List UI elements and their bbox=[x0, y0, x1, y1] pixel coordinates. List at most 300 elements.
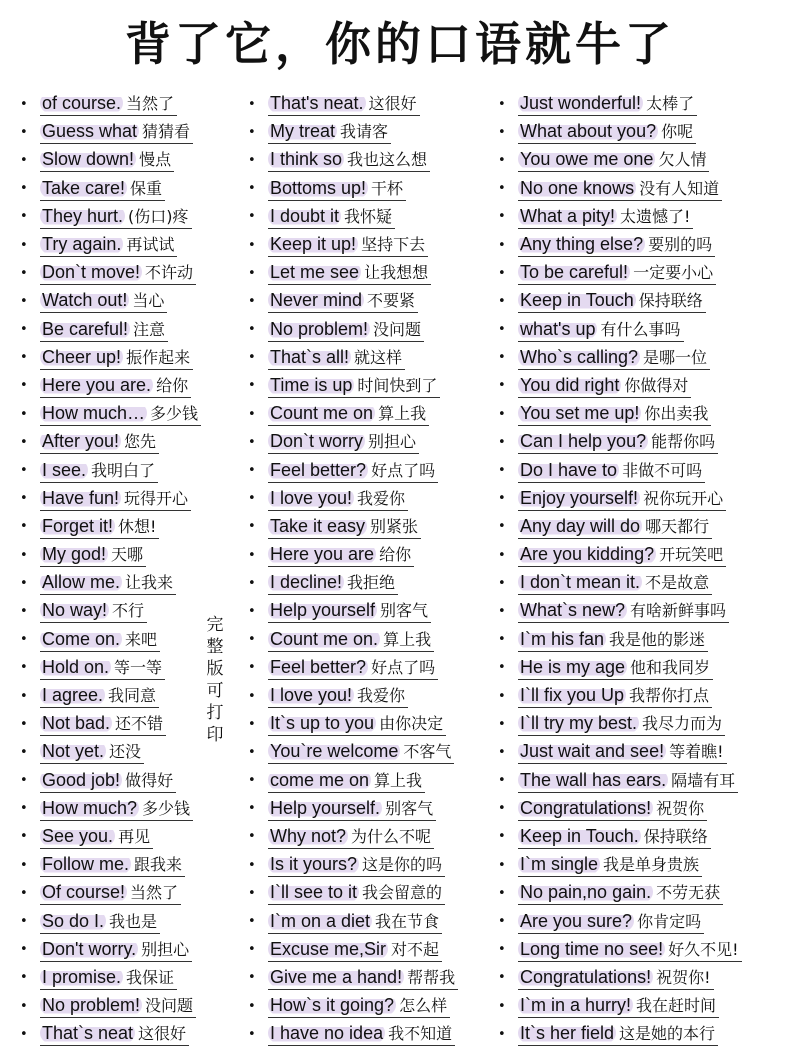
phrase-item bbox=[494, 175, 794, 203]
chinese-translation: 没问题 bbox=[373, 319, 422, 339]
phrase-body bbox=[518, 797, 707, 821]
bullet-icon: • bbox=[498, 632, 506, 648]
bullet-icon: • bbox=[498, 744, 506, 760]
bullet-icon: • bbox=[20, 801, 28, 817]
english-phrase: How much? bbox=[42, 797, 138, 818]
english-phrase: It`s her field bbox=[520, 1023, 615, 1044]
bullet-icon: • bbox=[20, 632, 28, 648]
chinese-translation: 你做得对 bbox=[624, 375, 689, 395]
phrase-item bbox=[244, 936, 494, 964]
chinese-translation: 干杯 bbox=[371, 178, 404, 198]
english-phrase: Cheer up! bbox=[42, 346, 122, 367]
phrase-body bbox=[268, 374, 440, 398]
bullet-icon: • bbox=[498, 434, 506, 450]
bullet-icon: • bbox=[248, 970, 256, 986]
english-phrase: I agree. bbox=[42, 685, 104, 706]
phrase-body bbox=[40, 318, 168, 342]
english-phrase: I`m single bbox=[520, 854, 599, 875]
phrase-item bbox=[244, 316, 494, 344]
phrase-item bbox=[244, 879, 494, 907]
chinese-translation: 等一等 bbox=[114, 657, 163, 677]
phrase-body bbox=[518, 656, 713, 680]
phrase-item bbox=[16, 400, 248, 428]
phrase-item bbox=[16, 456, 248, 484]
phrase-item bbox=[494, 767, 794, 795]
english-phrase: You set me up! bbox=[520, 403, 640, 424]
phrase-item bbox=[16, 203, 248, 231]
phrase-item bbox=[244, 654, 494, 682]
phrase-item bbox=[244, 682, 494, 710]
english-phrase: Any thing else? bbox=[520, 234, 644, 255]
chinese-translation: 等着瞧! bbox=[669, 742, 724, 762]
english-phrase: Watch out! bbox=[42, 290, 128, 311]
phrase-body bbox=[518, 177, 722, 201]
bullet-icon: • bbox=[20, 716, 28, 732]
phrase-item bbox=[16, 118, 248, 146]
bullet-icon: • bbox=[20, 1026, 28, 1042]
english-phrase: You owe me one bbox=[520, 149, 654, 170]
phrase-item bbox=[494, 400, 794, 428]
chinese-translation: 祝你玩开心 bbox=[643, 488, 724, 508]
phrase-item bbox=[494, 259, 794, 287]
phrase-body bbox=[40, 656, 165, 680]
bullet-icon: • bbox=[20, 575, 28, 591]
english-phrase: The wall has ears. bbox=[520, 769, 667, 790]
chinese-translation: 保持联络 bbox=[638, 291, 703, 311]
english-phrase: It`s up to you bbox=[270, 713, 375, 734]
phrase-item bbox=[16, 231, 248, 259]
phrase-body bbox=[518, 92, 697, 116]
bullet-icon: • bbox=[248, 378, 256, 394]
phrase-body bbox=[268, 684, 408, 708]
chinese-translation: 帮帮我 bbox=[407, 967, 456, 987]
phrase-body bbox=[518, 289, 706, 313]
phrase-item bbox=[16, 485, 248, 513]
chinese-translation: 别紧张 bbox=[370, 516, 419, 536]
english-phrase: Here you are bbox=[270, 544, 375, 565]
phrase-body bbox=[40, 684, 159, 708]
bullet-icon: • bbox=[248, 152, 256, 168]
english-phrase: Do I have to bbox=[520, 459, 618, 480]
chinese-translation: 非做不可吗 bbox=[622, 460, 703, 480]
english-phrase: I love you! bbox=[270, 685, 353, 706]
bullet-icon: • bbox=[20, 322, 28, 338]
chinese-translation: 有啥新鲜事吗 bbox=[630, 601, 727, 621]
english-phrase: They hurt. bbox=[42, 205, 124, 226]
chinese-translation: 不劳无获 bbox=[656, 883, 721, 903]
english-phrase: Keep in Touch bbox=[520, 290, 634, 311]
phrase-item bbox=[244, 344, 494, 372]
chinese-translation: 当心 bbox=[132, 291, 165, 311]
english-phrase: My treat bbox=[270, 121, 336, 142]
bullet-icon: • bbox=[20, 378, 28, 394]
bullet-icon: • bbox=[498, 322, 506, 338]
phrase-item bbox=[494, 316, 794, 344]
phrase-body bbox=[268, 994, 450, 1018]
bullet-icon: • bbox=[248, 181, 256, 197]
chinese-translation: 时间快到了 bbox=[357, 375, 438, 395]
phrase-body bbox=[518, 684, 712, 708]
phrase-body bbox=[40, 910, 160, 934]
phrase-body bbox=[268, 712, 446, 736]
english-phrase: What`s new? bbox=[520, 600, 626, 621]
phrase-item bbox=[494, 823, 794, 851]
bullet-icon: • bbox=[498, 773, 506, 789]
chinese-translation: 我在赶时间 bbox=[636, 996, 717, 1016]
phrase-item bbox=[494, 795, 794, 823]
english-phrase: I don`t mean it. bbox=[520, 572, 641, 593]
phrase-body bbox=[40, 1022, 189, 1046]
phrase-body bbox=[518, 599, 729, 623]
bullet-icon: • bbox=[498, 181, 506, 197]
phrase-item bbox=[244, 400, 494, 428]
chinese-translation: 对不起 bbox=[391, 939, 440, 959]
english-phrase: Allow me. bbox=[42, 572, 121, 593]
chinese-translation: 算上我 bbox=[378, 404, 427, 424]
bullet-icon: • bbox=[498, 378, 506, 394]
phrase-body bbox=[40, 487, 191, 511]
bullet-icon: • bbox=[248, 660, 256, 676]
english-phrase: I promise. bbox=[42, 966, 122, 987]
phrase-item bbox=[494, 710, 794, 738]
english-phrase: That`s neat bbox=[42, 1023, 134, 1044]
phrase-item bbox=[494, 597, 794, 625]
chinese-translation: 还不错 bbox=[115, 714, 164, 734]
phrase-item bbox=[244, 795, 494, 823]
chinese-translation: 我帮你打点 bbox=[629, 686, 710, 706]
english-phrase: Don`t move! bbox=[42, 262, 141, 283]
bullet-icon: • bbox=[248, 632, 256, 648]
english-phrase: To be careful! bbox=[520, 262, 629, 283]
phrase-body bbox=[518, 120, 696, 144]
phrase-item bbox=[16, 851, 248, 879]
english-phrase: Never mind bbox=[270, 290, 363, 311]
phrase-item bbox=[244, 823, 494, 851]
phrase-body bbox=[40, 402, 201, 426]
chinese-translation: 注意 bbox=[133, 319, 166, 339]
phrase-item bbox=[244, 964, 494, 992]
phrase-body bbox=[268, 346, 405, 370]
english-phrase: Count me on bbox=[270, 403, 374, 424]
phrase-body bbox=[268, 120, 391, 144]
phrase-item bbox=[494, 738, 794, 766]
phrase-body bbox=[268, 769, 425, 793]
bullet-icon: • bbox=[498, 885, 506, 901]
phrase-body bbox=[518, 374, 691, 398]
bullet-icon: • bbox=[248, 773, 256, 789]
english-phrase: No way! bbox=[42, 600, 108, 621]
phrase-body bbox=[518, 938, 742, 962]
bullet-icon: • bbox=[20, 209, 28, 225]
phrase-item bbox=[494, 992, 794, 1020]
phrase-body bbox=[518, 515, 712, 539]
phrase-body bbox=[40, 261, 196, 285]
english-phrase: I doubt it bbox=[270, 205, 340, 226]
phrase-body bbox=[268, 910, 442, 934]
phrase-item bbox=[244, 287, 494, 315]
english-phrase: Why not? bbox=[270, 825, 347, 846]
english-phrase: What a pity! bbox=[520, 205, 616, 226]
phrase-item bbox=[494, 1020, 794, 1048]
phrase-column-2 bbox=[244, 90, 494, 1048]
page-title: 背了它，你的口语就牛了 bbox=[125, 17, 675, 71]
english-phrase: No problem! bbox=[42, 995, 141, 1016]
chinese-translation: 不客气 bbox=[403, 742, 452, 762]
chinese-translation: 让我来 bbox=[125, 573, 174, 593]
bullet-icon: • bbox=[248, 914, 256, 930]
chinese-translation: 能帮你吗 bbox=[651, 432, 716, 452]
chinese-translation: 我不知道 bbox=[388, 1024, 453, 1044]
phrase-item bbox=[244, 767, 494, 795]
chinese-translation: 祝贺你! bbox=[656, 967, 711, 987]
english-phrase: Feel better? bbox=[270, 656, 367, 677]
phrase-item bbox=[494, 879, 794, 907]
phrase-item bbox=[494, 485, 794, 513]
phrase-item bbox=[494, 541, 794, 569]
chinese-translation: 我会留意的 bbox=[362, 883, 443, 903]
bullet-icon: • bbox=[20, 491, 28, 507]
chinese-translation: 做得好 bbox=[125, 770, 174, 790]
phrase-body bbox=[40, 459, 158, 483]
bullet-icon: • bbox=[248, 237, 256, 253]
phrase-body bbox=[268, 459, 438, 483]
bullet-icon: • bbox=[498, 970, 506, 986]
english-phrase: Take care! bbox=[42, 177, 126, 198]
english-phrase: I see. bbox=[42, 459, 87, 480]
bullet-icon: • bbox=[248, 998, 256, 1014]
chinese-translation: 我怀疑 bbox=[344, 206, 393, 226]
phrase-body bbox=[518, 402, 711, 426]
chinese-translation: 还没 bbox=[109, 742, 142, 762]
chinese-translation: 好点了吗 bbox=[371, 460, 436, 480]
bullet-icon: • bbox=[248, 96, 256, 112]
phrase-body bbox=[40, 374, 191, 398]
phrase-body bbox=[268, 92, 420, 116]
bullet-icon: • bbox=[248, 857, 256, 873]
chinese-translation: 他和我同岁 bbox=[630, 657, 711, 677]
english-phrase: Any day will do bbox=[520, 515, 641, 536]
phrase-item bbox=[244, 175, 494, 203]
chinese-translation: 我也是 bbox=[109, 911, 158, 931]
phrase-item bbox=[244, 513, 494, 541]
bullet-icon: • bbox=[248, 265, 256, 281]
phrase-body bbox=[518, 459, 705, 483]
bullet-icon: • bbox=[248, 801, 256, 817]
phrase-item bbox=[494, 936, 794, 964]
chinese-translation: 天哪 bbox=[111, 545, 144, 565]
phrase-item bbox=[494, 428, 794, 456]
english-phrase: of course. bbox=[42, 93, 122, 114]
phrase-item bbox=[244, 907, 494, 935]
bullet-icon: • bbox=[20, 857, 28, 873]
english-phrase: Time is up bbox=[270, 374, 353, 395]
english-phrase: Here you are. bbox=[42, 374, 152, 395]
phrase-item bbox=[16, 513, 248, 541]
bullet-icon: • bbox=[498, 829, 506, 845]
phrase-body bbox=[518, 571, 712, 595]
phrase-body bbox=[268, 938, 442, 962]
chinese-translation: 要别的吗 bbox=[648, 235, 713, 255]
phrase-item bbox=[244, 146, 494, 174]
chinese-translation: 您先 bbox=[124, 432, 157, 452]
english-phrase: I think so bbox=[270, 149, 343, 170]
chinese-translation: 一定要小心 bbox=[633, 263, 714, 283]
chinese-translation: 不要紧 bbox=[367, 291, 416, 311]
phrase-item bbox=[244, 372, 494, 400]
phrase-item bbox=[244, 118, 494, 146]
english-phrase: Be careful! bbox=[42, 318, 129, 339]
bullet-icon: • bbox=[248, 1026, 256, 1042]
chinese-translation: 再试试 bbox=[126, 235, 175, 255]
chinese-translation: 别客气 bbox=[380, 601, 429, 621]
phrase-body bbox=[40, 346, 193, 370]
bullet-icon: • bbox=[20, 970, 28, 986]
english-phrase: No one knows bbox=[520, 177, 635, 198]
phrase-item bbox=[16, 175, 248, 203]
phrase-item bbox=[244, 259, 494, 287]
chinese-translation: 为什么不呢 bbox=[351, 826, 432, 846]
chinese-translation: 让我想想 bbox=[364, 263, 429, 283]
chinese-translation: 不许动 bbox=[145, 263, 194, 283]
phrase-body bbox=[40, 289, 167, 313]
bullet-icon: • bbox=[20, 350, 28, 366]
phrase-item bbox=[494, 203, 794, 231]
chinese-translation: 好久不见! bbox=[668, 939, 739, 959]
bullet-icon: • bbox=[20, 293, 28, 309]
phrase-body bbox=[40, 205, 192, 229]
bullet-icon: • bbox=[20, 603, 28, 619]
phrase-body bbox=[40, 797, 193, 821]
phrase-body bbox=[40, 712, 166, 736]
bullet-icon: • bbox=[498, 575, 506, 591]
chinese-translation: 我在节食 bbox=[375, 911, 440, 931]
bullet-icon: • bbox=[498, 237, 506, 253]
chinese-translation: 别担心 bbox=[141, 939, 190, 959]
english-phrase: Not bad. bbox=[42, 713, 111, 734]
english-phrase: Good job! bbox=[42, 769, 121, 790]
phrase-body bbox=[518, 430, 718, 454]
phrase-item bbox=[16, 879, 248, 907]
phrase-body bbox=[518, 881, 723, 905]
phrase-item bbox=[494, 654, 794, 682]
english-phrase: I`m in a hurry! bbox=[520, 995, 632, 1016]
phrase-body bbox=[268, 966, 458, 990]
bullet-icon: • bbox=[248, 322, 256, 338]
english-phrase: See you. bbox=[42, 825, 114, 846]
chinese-translation: 我明白了 bbox=[91, 460, 156, 480]
bullet-icon: • bbox=[498, 857, 506, 873]
chinese-translation: 隔墙有耳 bbox=[671, 770, 736, 790]
english-phrase: Help yourself. bbox=[270, 797, 381, 818]
english-phrase: I have no idea bbox=[270, 1023, 384, 1044]
chinese-translation: 别客气 bbox=[385, 798, 434, 818]
chinese-translation: (伤口)疼 bbox=[128, 206, 189, 226]
chinese-translation: 由你决定 bbox=[379, 714, 444, 734]
chinese-translation: 这是你的吗 bbox=[362, 855, 443, 875]
chinese-translation: 振作起来 bbox=[126, 347, 191, 367]
chinese-translation: 这很好 bbox=[138, 1024, 187, 1044]
bullet-icon: • bbox=[20, 998, 28, 1014]
chinese-translation: 我拒绝 bbox=[347, 573, 396, 593]
phrase-body bbox=[40, 430, 159, 454]
phrase-body bbox=[518, 712, 725, 736]
bullet-icon: • bbox=[20, 406, 28, 422]
phrase-body bbox=[518, 148, 709, 172]
chinese-translation: 是哪一位 bbox=[643, 347, 708, 367]
chinese-translation: 怎么样 bbox=[399, 996, 448, 1016]
phrase-body bbox=[268, 402, 429, 426]
phrase-item bbox=[244, 428, 494, 456]
chinese-translation: 我爱你 bbox=[357, 488, 406, 508]
phrase-item bbox=[16, 287, 248, 315]
english-phrase: Help yourself bbox=[270, 600, 376, 621]
phrase-body bbox=[40, 571, 176, 595]
phrase-item bbox=[494, 287, 794, 315]
bullet-icon: • bbox=[248, 603, 256, 619]
english-phrase: I`m his fan bbox=[520, 628, 605, 649]
phrase-body bbox=[518, 740, 727, 764]
phrase-body bbox=[518, 487, 726, 511]
phrase-body bbox=[518, 628, 708, 652]
phrase-column-1 bbox=[16, 90, 248, 1048]
phrase-body bbox=[518, 205, 693, 229]
bullet-icon: • bbox=[20, 547, 28, 563]
phrase-body bbox=[268, 797, 436, 821]
bullet-icon: • bbox=[20, 96, 28, 112]
chinese-translation: 坚持下去 bbox=[361, 235, 426, 255]
phrase-item bbox=[494, 851, 794, 879]
phrase-body bbox=[268, 233, 428, 257]
bullet-icon: • bbox=[20, 265, 28, 281]
phrase-item bbox=[16, 428, 248, 456]
english-phrase: My god! bbox=[42, 544, 107, 565]
phrase-item bbox=[494, 146, 794, 174]
phrase-item bbox=[244, 1020, 494, 1048]
phrase-item bbox=[16, 90, 248, 118]
english-phrase: Congratulations! bbox=[520, 797, 652, 818]
phrase-body bbox=[268, 881, 445, 905]
bullet-icon: • bbox=[498, 209, 506, 225]
bullet-icon: • bbox=[498, 660, 506, 676]
english-phrase: Take it easy bbox=[270, 515, 366, 536]
chinese-translation: 跟我来 bbox=[134, 855, 183, 875]
phrase-item bbox=[494, 569, 794, 597]
english-phrase: Give me a hand! bbox=[270, 966, 403, 987]
chinese-translation: 给你 bbox=[156, 375, 189, 395]
bullet-icon: • bbox=[498, 998, 506, 1014]
english-phrase: Follow me. bbox=[42, 854, 130, 875]
phrase-body bbox=[268, 656, 438, 680]
phrase-body bbox=[40, 120, 193, 144]
english-phrase: How`s it going? bbox=[270, 995, 395, 1016]
phrase-item bbox=[244, 851, 494, 879]
phrase-item bbox=[244, 710, 494, 738]
english-phrase: Just wait and see! bbox=[520, 741, 665, 762]
phrase-item bbox=[244, 738, 494, 766]
english-phrase: You`re welcome bbox=[270, 741, 399, 762]
bullet-icon: • bbox=[248, 519, 256, 535]
phrase-item bbox=[244, 231, 494, 259]
phrase-item bbox=[494, 344, 794, 372]
english-phrase: Who`s calling? bbox=[520, 346, 639, 367]
english-phrase: Have fun! bbox=[42, 487, 120, 508]
english-phrase: After you! bbox=[42, 431, 120, 452]
bullet-icon: • bbox=[20, 660, 28, 676]
english-phrase: Don`t worry bbox=[270, 431, 364, 452]
english-phrase: So do I. bbox=[42, 910, 105, 931]
bullet-icon: • bbox=[498, 491, 506, 507]
bullet-icon: • bbox=[248, 209, 256, 225]
